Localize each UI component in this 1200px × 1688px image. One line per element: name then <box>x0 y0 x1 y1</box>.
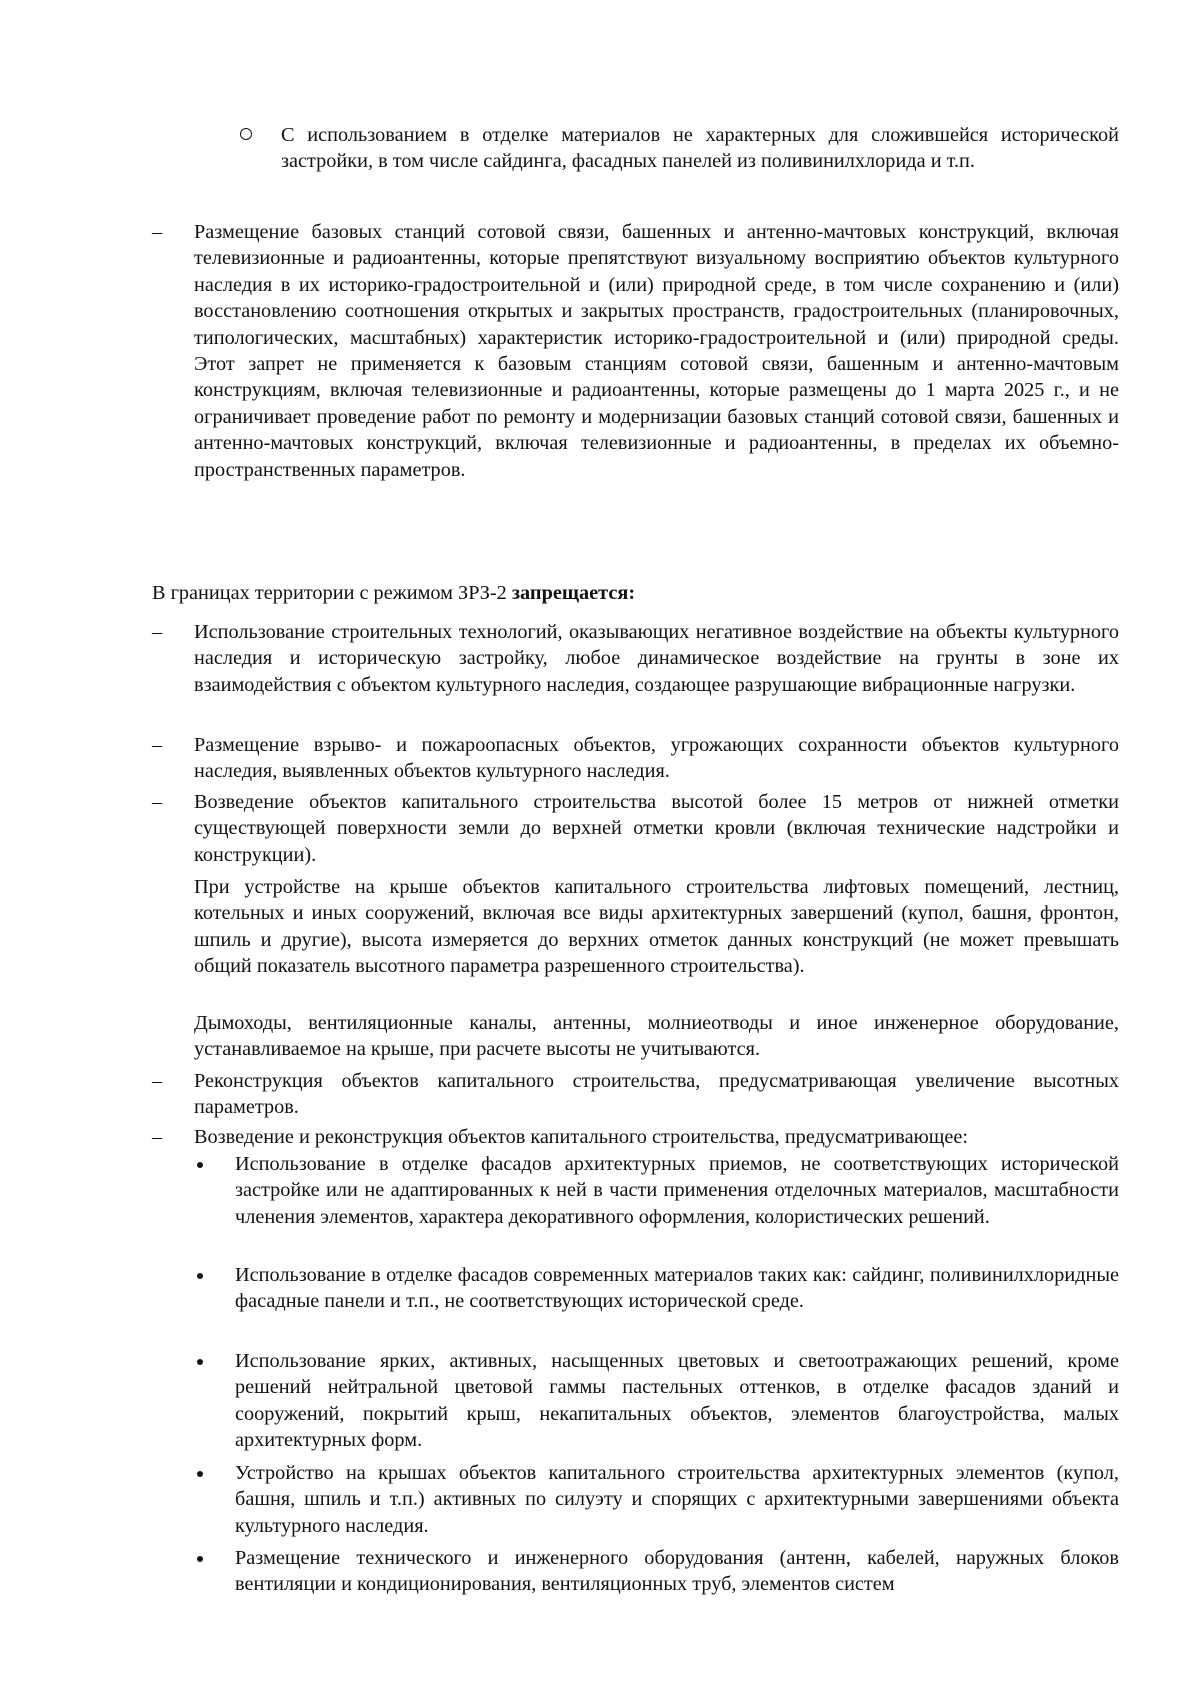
section-heading-zrz2 <box>152 580 1119 606</box>
dash-list-item <box>152 789 1119 868</box>
height-note-paragraph: Дымоходы, вентиляционные каналы, антенны, молниеотводы и иное инженерное оборудование, устанавливаемое на крыше, при расчете высоты не учитываются. <box>194 1012 1119 1061</box>
bullet-list-item <box>235 1262 1119 1315</box>
bullet-item-text: Использование в отделке фасадов архитектурных приемов, не соответствующих исторической застройке или не адаптированных к ней в части применения отделочных материалов, масштабности членения элементов, характера декоративного оформления, колористических решений. <box>235 1153 1119 1228</box>
bullet-list-item <box>235 1151 1119 1230</box>
bullet-item-text: Использование в отделке фасадов современных материалов таких как: сайдинг, поливинилхлоридные фасадные панели и т.п., не соответствующих исторической среде. <box>235 1264 1119 1313</box>
height-note-paragraph: При устройстве на крыше объектов капитального строительства лифтовых помещений, лестниц, котельных и иных сооружений, включая все виды архитектурных завершений (купол, башня, фронтон, шпиль и другие), высота измеряется до верхних отметок данных конструкций (не может превышать общий показатель высотного параметра разрешенного строительства). <box>194 876 1119 978</box>
bullet-list-item <box>235 1545 1119 1598</box>
bullet-dot-icon <box>197 1359 203 1365</box>
dash-marker: – <box>152 621 163 643</box>
dash-list-item <box>152 732 1119 785</box>
dash-marker: – <box>152 221 163 243</box>
bullet-item-text: Устройство на крышах объектов капитального строительства архитектурных элементов (купол, башня, шпиль и т.п.) активных по силуэту и спорящих с архитектурными завершениями объекта культурного наследия. <box>235 1462 1119 1537</box>
heading-emphasis: запрещается: <box>511 582 636 604</box>
circle-item-text: С использованием в отделке материалов не характерных для сложившейся исторической застройки, в том числе сайдинга, фасадных панелей из поливинилхлорида и т.п. <box>281 124 1119 173</box>
dash-item-text: Возведение объектов капитального строительства высотой более 15 метров от нижней отметки существующей поверхности земли до верхней отметки кровли (включая технические надстройки и конструкции). <box>194 791 1119 866</box>
bullet-dot-icon <box>197 1162 203 1168</box>
bullet-dot-icon <box>197 1273 203 1279</box>
bullet-list-item <box>235 1348 1119 1454</box>
dash-list-item <box>152 619 1119 698</box>
dash-item-text: Размещение базовых станций сотовой связи, башенных и антенно-мачтовых конструкций, включая телевизионные и радиоантенны, которые препятствуют визуальному восприятию объектов культурного наследия в их историко-градостроительной и (или) природной среде, в том числе сохранению и (или) восстановлению соотношения открытых и закрытых пространств, градостроительных (планировочных, типологических, масштабных) характеристик историко-градостроительной и (или) природной среды. Этот запрет не применяется к базовым станциям сотовой связи, башенным и антенно-мачтовым конструкциям, включая телевизионные и радиоантенны, которые размещены до 1 марта 2025 г., и не ограничивает проведение работ по ремонту и модернизации базовых станций сотовой связи, башенных и антенно-мачтовых конструкций, включая телевизионные и радиоантенны, в пределах их объемно-пространственных параметров. <box>194 221 1119 481</box>
bullet-dot-icon <box>197 1556 203 1562</box>
dash-list-item <box>152 1068 1119 1121</box>
dash-item-text: Реконструкция объектов капитального строительства, предусматривающая увеличение высотных параметров. <box>194 1070 1119 1119</box>
dash-item-text: Размещение взрыво- и пожароопасных объектов, угрожающих сохранности объектов культурного наследия, выявленных объектов культурного наследия. <box>194 734 1119 783</box>
dash-item-text: Использование строительных технологий, оказывающих негативное воздействие на объекты культурного наследия и историческую застройку, любое динамическое воздействие на грунты в зоне их взаимодействия с объектом культурного наследия, создающее разрушающие вибрационные нагрузки. <box>194 621 1119 696</box>
heading-prefix: В границах территории с режимом ЗРЗ-2 <box>152 582 512 604</box>
bullet-item-text: Размещение технического и инженерного оборудования (антенн, кабелей, наружных блоков вентиляции и кондиционирования, вентиляционных труб, элементов систем <box>235 1547 1119 1596</box>
dash-marker: – <box>152 1126 163 1148</box>
dash-item-text: Возведение и реконструкция объектов капитального строительства, предусматривающее: <box>194 1126 969 1148</box>
bullet-list-item <box>235 1460 1119 1539</box>
dash-list-item <box>152 1124 1119 1150</box>
dash-marker: – <box>152 734 163 756</box>
circle-list-item <box>281 122 1119 175</box>
dash-marker: – <box>152 791 163 813</box>
bullet-dot-icon <box>197 1471 203 1477</box>
bullet-item-text: Использование ярких, активных, насыщенных цветовых и светоотражающих решений, кроме решений нейтральной цветовой гаммы пастельных оттенков, в отделке фасадов зданий и сооружений, покрытий крыш, некапитальных объектов, элементов благоустройства, малых архитектурных форм. <box>235 1350 1119 1452</box>
circle-bullet-icon <box>240 128 252 140</box>
dash-list-item <box>152 219 1119 483</box>
dash-marker: – <box>152 1070 163 1092</box>
